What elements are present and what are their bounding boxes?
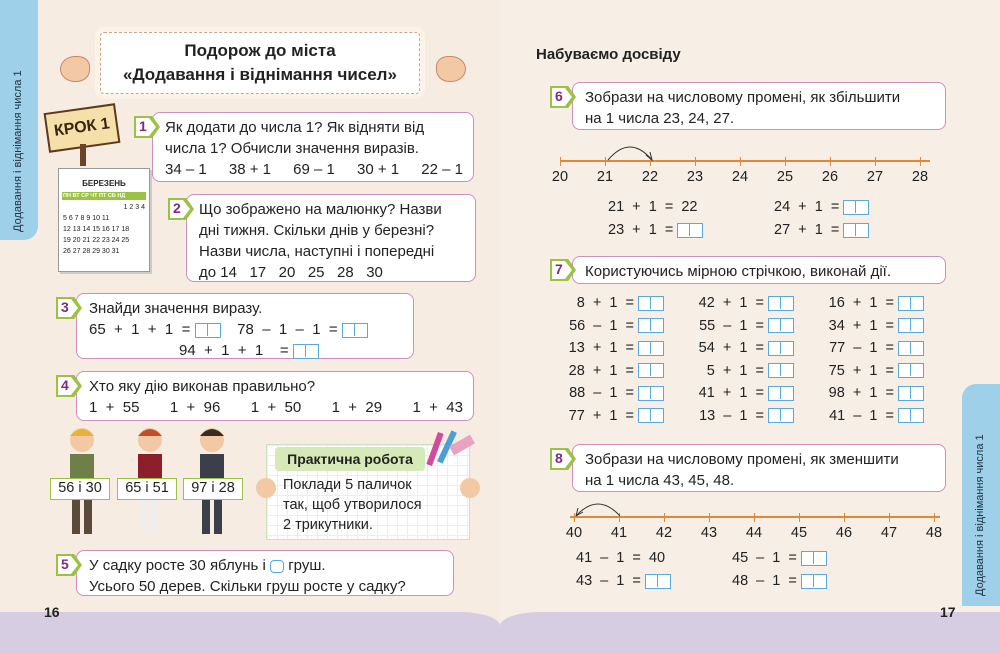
task-7-card: Користуючись мірною стрічкою, виконай дії. [572,256,946,284]
kid-label: 97 і 28 [183,478,243,500]
ray-tick-label: 22 [641,169,659,185]
ray2-expr: 43 – 1 = [576,573,671,589]
answer-box[interactable] [768,408,794,423]
ray-tick [664,513,665,522]
ray-tick [740,157,741,166]
ray-tick-label: 21 [596,169,614,185]
calendar-row: 5 6 7 8 9 10 11 [63,215,110,222]
answer-box[interactable] [768,296,794,311]
ray-tick-label: 47 [880,525,898,541]
answer-box[interactable] [638,408,664,423]
task-7-expression: 77 + 1 = [540,408,664,424]
answer-box[interactable] [768,386,794,401]
task-7-expression: 75 + 1 = [800,363,924,379]
ray1-expr: 24 + 1 = [774,199,869,215]
answer-box[interactable] [638,386,664,401]
task-5-card: У садку росте 30 яблунь і груш. Усього 50 дерев. Скільки груш росте у садку? [76,550,454,596]
ray-tick-label: 40 [565,525,583,541]
answer-box[interactable] [898,386,924,401]
ray-tick-label: 42 [655,525,673,541]
ray2-expr: 48 – 1 = [732,573,827,589]
task-7-expression: 41 + 1 = [670,385,794,401]
hand-right-icon [460,478,480,498]
hand-left-icon [60,56,90,82]
ray2-expr: 45 – 1 = [732,550,827,566]
ray-tick-label: 48 [925,525,943,541]
answer-box[interactable] [638,318,664,333]
ray1-expr: 23 + 1 = [608,222,703,238]
ray-tick-label: 28 [911,169,929,185]
ray-tick [934,513,935,522]
answer-box[interactable] [801,551,827,566]
task-3-badge: 3 [56,297,82,319]
jump-arc-2 [574,498,622,518]
task-7-expression: 13 + 1 = [540,340,664,356]
answer-box[interactable] [768,341,794,356]
sign-post [80,144,86,166]
task-7-expression: 54 + 1 = [670,340,794,356]
ray1-expr: 27 + 1 = [774,222,869,238]
calendar-row: 1 2 3 4 [123,204,145,211]
ray-tick [560,157,561,166]
task-7-expression: 28 + 1 = [540,363,664,379]
task-5-badge: 5 [56,554,82,576]
ray-tick [830,157,831,166]
page-number-right: 17 [940,604,956,620]
task-7-expression: 88 – 1 = [540,385,664,401]
answer-box[interactable] [768,318,794,333]
ray-tick [799,513,800,522]
ray-tick [889,513,890,522]
ray1-expr: 21 + 1 = 22 [608,199,698,215]
ray-tick [709,513,710,522]
answer-box[interactable] [898,341,924,356]
bottom-band [0,612,500,654]
ray-tick-label: 46 [835,525,853,541]
section-title: Набуваємо досвіду [536,46,681,63]
task-3-card: Знайди значення виразу. 65 + 1 + 1 = 78 – 1 – 1 = 94 + 1 + 1 = [76,293,414,359]
kid-label: 65 і 51 [117,478,177,500]
practical-work-title: Практична робота [275,447,425,471]
answer-box[interactable] [843,200,869,215]
hand-right-icon [436,56,466,82]
ray-tick-label: 41 [610,525,628,541]
answer-box[interactable] [898,318,924,333]
answer-box[interactable] [638,296,664,311]
answer-box-oval[interactable] [270,560,284,573]
task-2-card: Що зображено на малюнку? Назви дні тижня. Скільки днів у березні? Назви числа, наступні і попередні до 14 17 20 25 28 30 [186,194,476,282]
ray2-expr: 41 – 1 = 40 [576,550,666,566]
task-4-badge: 4 [56,375,82,397]
practical-work-card: Практична робота Поклади 5 паличок так, щоб утворилося 2 трикутники. [266,444,470,540]
step-sign: КРОК 1 [44,103,121,153]
answer-box[interactable] [898,408,924,423]
ray-tick [785,157,786,166]
task-1-card: Як додати до числа 1? Як відняти від числа 1? Обчисли значення виразів. 34 – 1 38 + 1 69 – 1 30 + 1 22 – 1 [152,112,474,182]
ray-tick-label: 23 [686,169,704,185]
answer-box[interactable] [638,363,664,378]
answer-box[interactable] [638,341,664,356]
ray-tick-label: 27 [866,169,884,185]
kid-label: 56 і 30 [50,478,110,500]
title-line2: «Додавання і віднімання чисел» [123,65,397,84]
task-7-expression: 34 + 1 = [800,318,924,334]
title-line1: Подорож до міста [184,41,336,60]
ray-tick-label: 26 [821,169,839,185]
task-7-expression: 77 – 1 = [800,340,924,356]
bottom-band [500,612,1000,654]
ray-tick-label: 43 [700,525,718,541]
ray-tick-label: 45 [790,525,808,541]
task-1-badge: 1 [134,116,160,138]
side-tab-right: Додавання і віднімання числа 1 [962,384,1000,606]
calendar-month: БЕРЕЗЕНЬ [82,179,126,188]
answer-box[interactable] [768,363,794,378]
task-7-expression: 56 – 1 = [540,318,664,334]
title-banner [100,32,420,94]
task-2-badge: 2 [168,198,194,220]
task-6-card: Зобрази на числовому промені, як збільшити на 1 числа 23, 24, 27. [572,82,946,130]
ray-tick [875,157,876,166]
calendar-days-header: ПН ВТ СР ЧТ ПТ СБ НД [62,192,146,200]
answer-box[interactable] [293,344,319,359]
task-6-badge: 6 [550,86,576,108]
side-tab-left: Додавання і віднімання числа 1 [0,0,38,240]
task-7-expression: 8 + 1 = [540,295,664,311]
ray-tick [754,513,755,522]
calendar-row: 12 13 14 15 16 17 18 [63,226,130,233]
calendar-row: 26 27 28 29 30 31 [63,248,120,255]
answer-box[interactable] [801,574,827,589]
task-7-expression: 13 – 1 = [670,408,794,424]
task-8-badge: 8 [550,448,576,470]
number-ray-2 [570,516,940,518]
ray-tick-label: 44 [745,525,763,541]
task-7-expression: 98 + 1 = [800,385,924,401]
page-number-left: 16 [44,604,60,620]
jump-arc-1 [606,140,654,162]
task-4-expressions: 1 + 55 1 + 96 1 + 50 1 + 29 1 + 43 [89,399,463,416]
ray-tick-label: 20 [551,169,569,185]
task-7-expression: 16 + 1 = [800,295,924,311]
task-7-badge: 7 [550,259,576,281]
task-7-expression: 41 – 1 = [800,408,924,424]
answer-box[interactable] [645,574,671,589]
ray-tick [920,157,921,166]
ray-tick-label: 24 [731,169,749,185]
calendar-row: 19 20 21 22 23 24 25 [63,237,130,244]
ray-tick [695,157,696,166]
hand-left-icon [256,478,276,498]
task-8-card: Зобрази на числовому промені, як зменшити на 1 числа 43, 45, 48. [572,444,946,492]
task-7-expression: 5 + 1 = [670,363,794,379]
answer-box[interactable] [843,223,869,238]
calendar [58,168,150,272]
task-7-expression: 55 – 1 = [670,318,794,334]
ray-tick-label: 25 [776,169,794,185]
answer-box[interactable] [677,223,703,238]
pencils-icon [428,426,476,466]
answer-box[interactable] [898,363,924,378]
task-1-expressions: 34 – 1 38 + 1 69 – 1 30 + 1 22 – 1 [165,161,463,178]
answer-box[interactable] [195,323,221,338]
answer-box[interactable] [898,296,924,311]
right-page [500,0,1000,654]
task-7-expression: 42 + 1 = [670,295,794,311]
answer-box[interactable] [342,323,368,338]
ray-tick [844,513,845,522]
task-4-card: Хто яку дію виконав правильно? 1 + 55 1 + 96 1 + 50 1 + 29 1 + 43 [76,371,474,421]
